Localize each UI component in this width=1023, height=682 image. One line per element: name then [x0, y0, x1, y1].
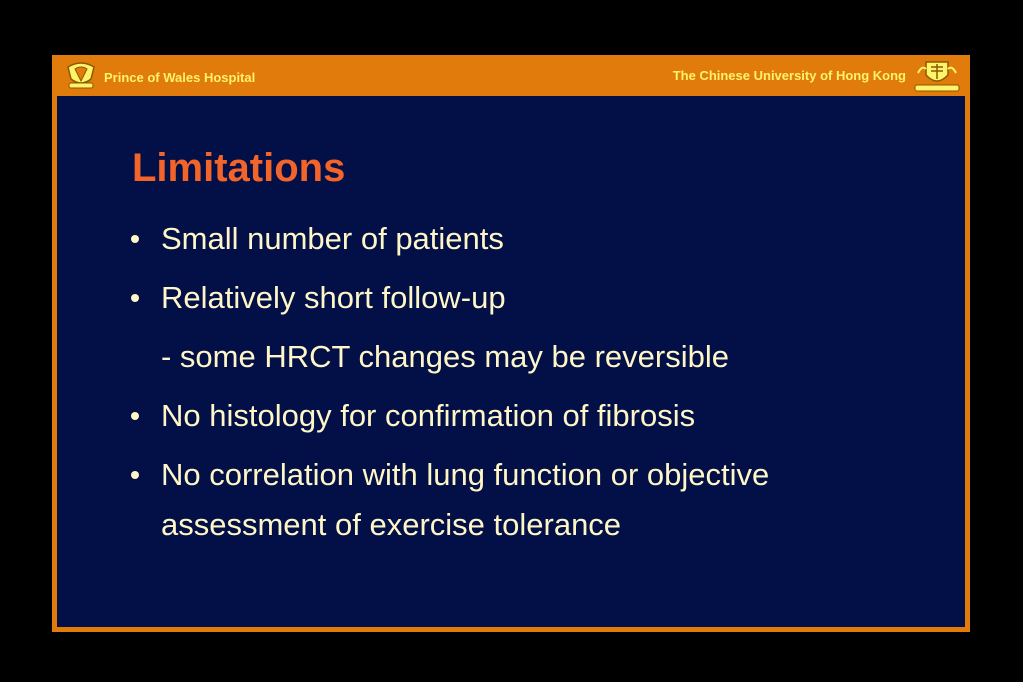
- slide-header: [52, 55, 970, 95]
- bullet-list: [127, 214, 887, 559]
- list-item-text: - some HRCT changes may be reversible: [161, 339, 729, 374]
- list-item-text: Small number of patients: [161, 221, 504, 256]
- list-item: [127, 450, 887, 550]
- list-item: [127, 391, 887, 441]
- university-name: The Chinese University of Hong Kong: [672, 68, 906, 83]
- list-item-text: Relatively short follow-up: [161, 280, 506, 315]
- list-item: [127, 214, 887, 264]
- bullet-icon: [131, 235, 139, 243]
- university-crest-icon: [914, 59, 960, 93]
- list-item-text: No histology for confirmation of fibrosis: [161, 398, 696, 433]
- hospital-logo-icon: [64, 61, 98, 91]
- content-panel: [57, 96, 965, 627]
- list-item-text: No correlation with lung function or objective assessment of exercise tolerance: [161, 457, 770, 542]
- hospital-name: Prince of Wales Hospital: [104, 70, 256, 85]
- list-item: [127, 273, 887, 323]
- slide-frame: [52, 55, 970, 632]
- slide-title: Limitations: [132, 146, 346, 190]
- list-subitem: [127, 332, 887, 382]
- bullet-icon: [131, 471, 139, 479]
- bullet-icon: [131, 412, 139, 420]
- bullet-icon: [131, 294, 139, 302]
